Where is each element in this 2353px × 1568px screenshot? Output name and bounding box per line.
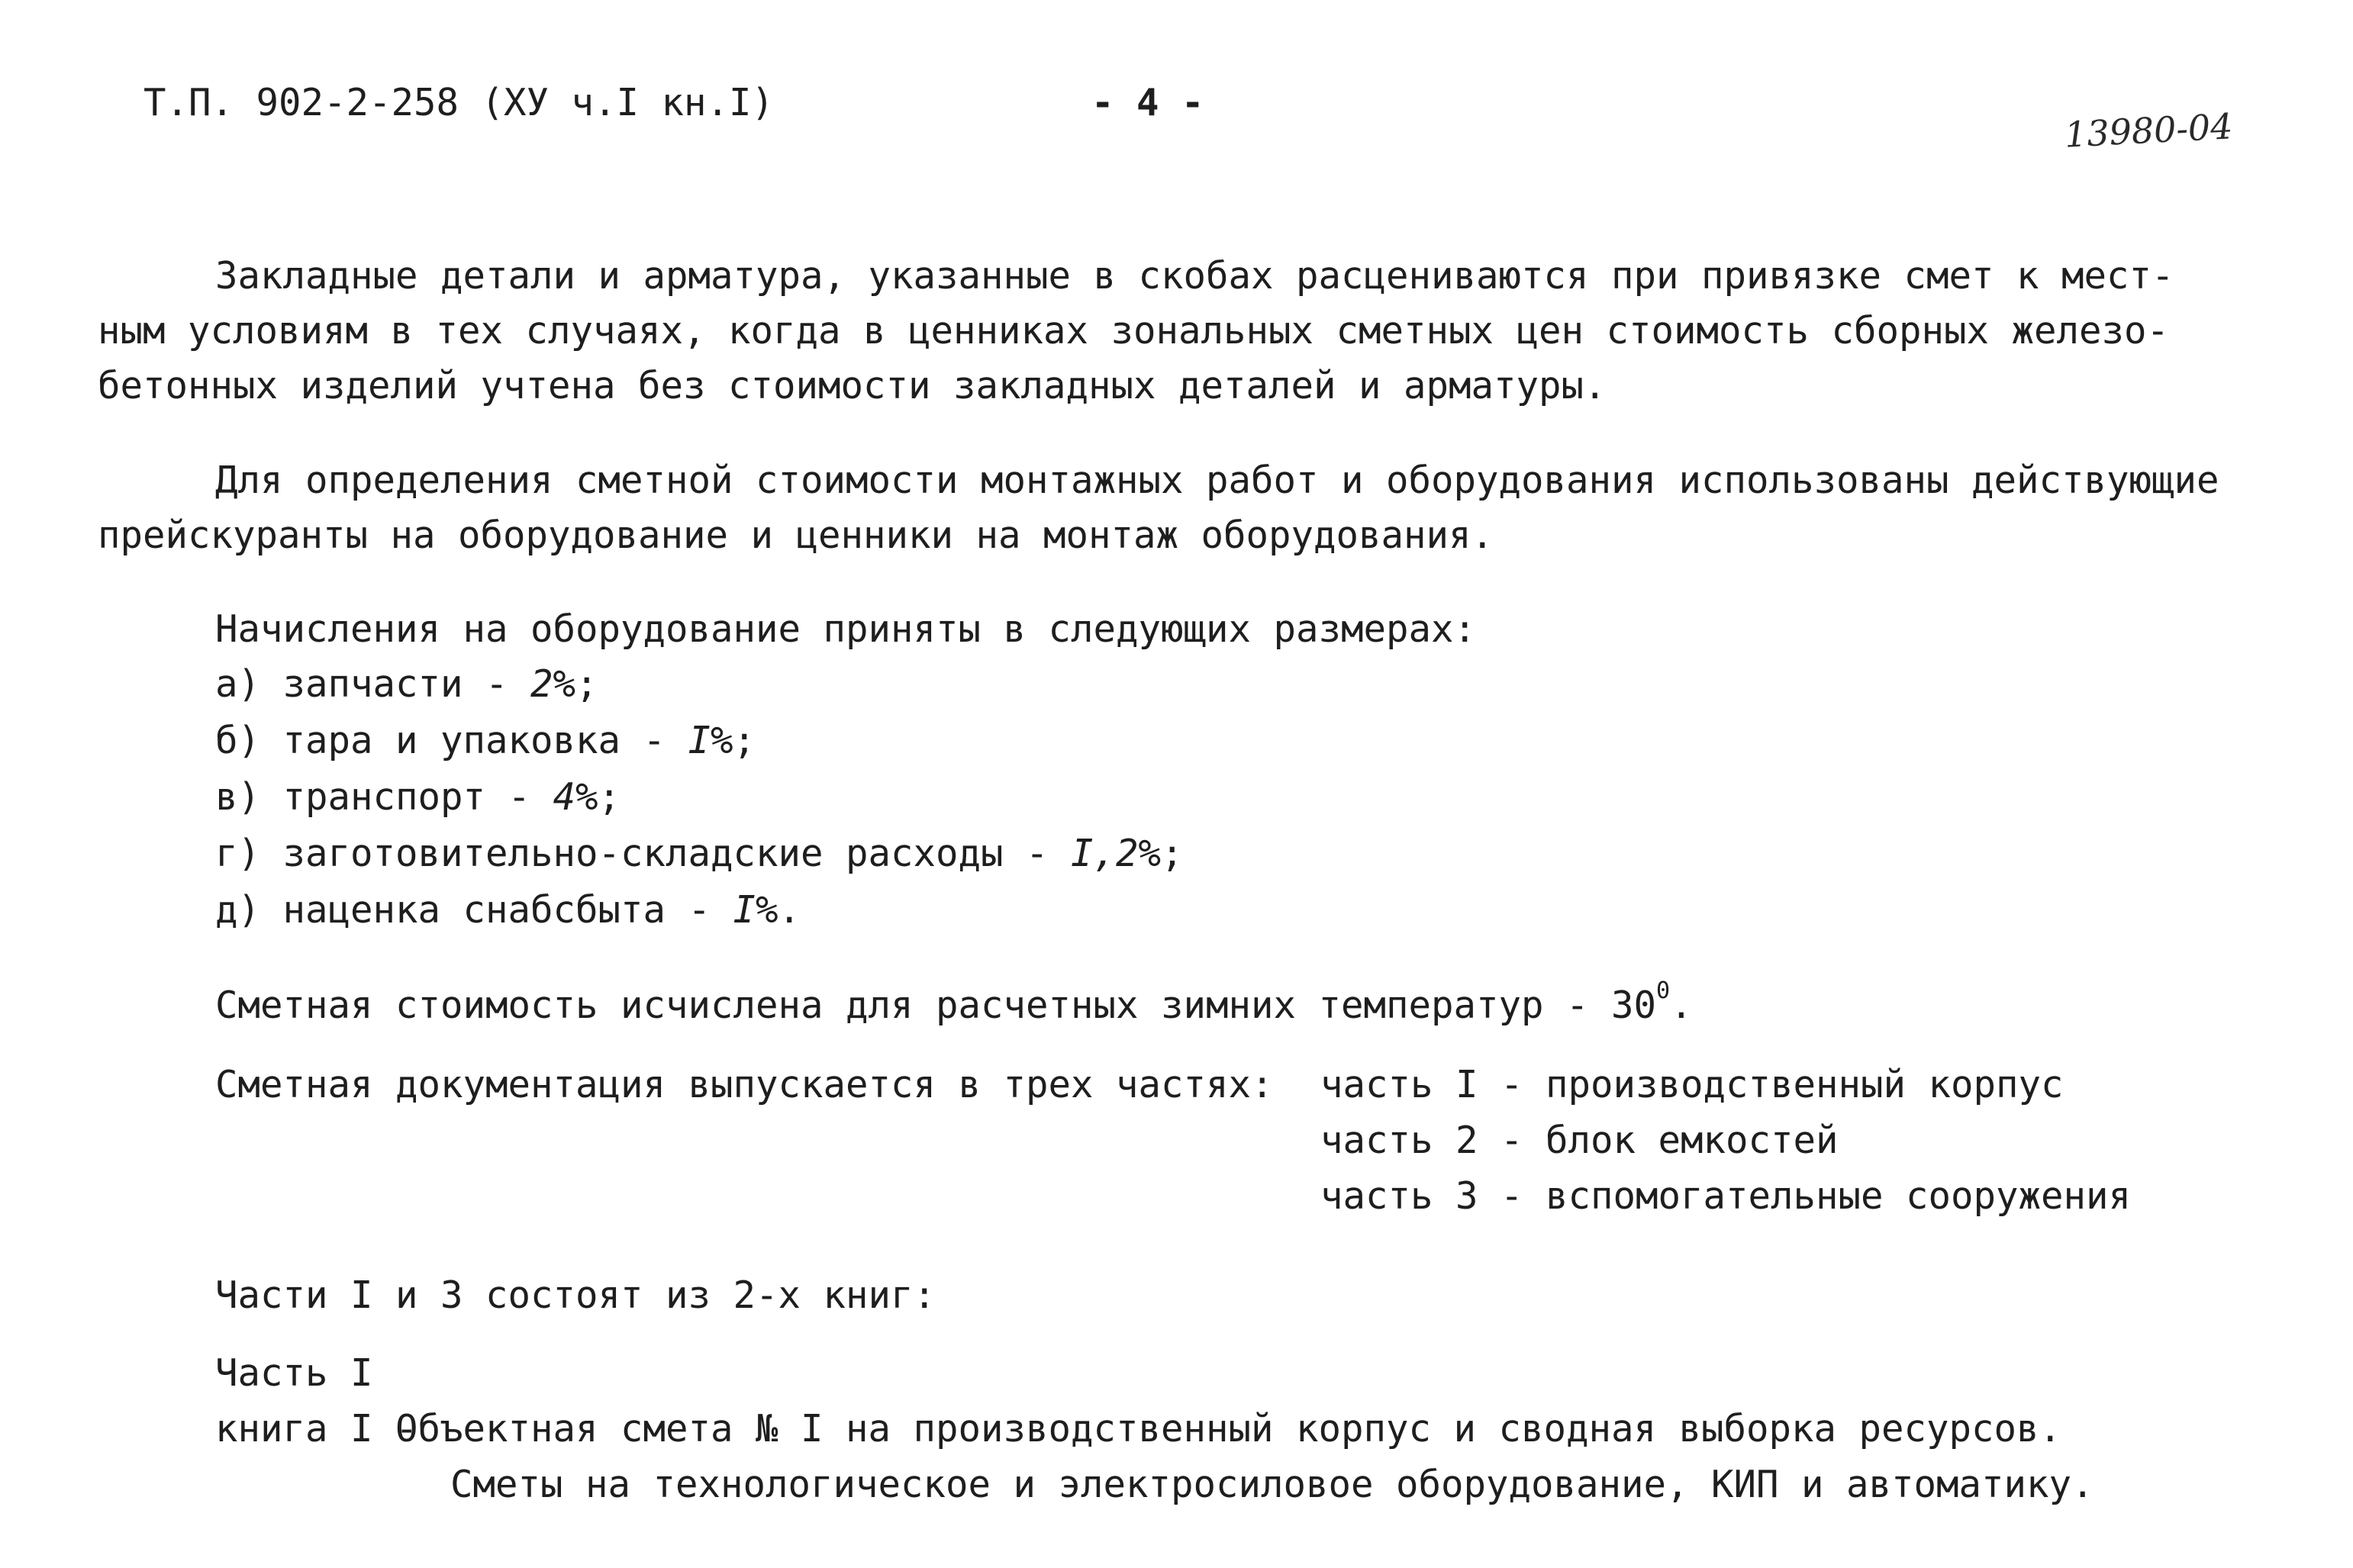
- paragraph-line: прейскуранты на оборудование и ценники на монтаж оборудования.: [98, 514, 1494, 557]
- part-label: Часть I: [215, 1351, 373, 1395]
- charge-item: [215, 888, 801, 932]
- part-item: часть 2 - блок емкостей: [1320, 1119, 1839, 1162]
- winter-text: Сметная стоимость исчислена для расчетных зимних температур - 30: [215, 984, 1657, 1027]
- paragraph-line: Для определения сметной стоимости монтажных работ и оборудования использованы действующие: [215, 459, 2219, 502]
- charges-heading: Начисления на оборудование приняты в следующих размерах:: [215, 607, 1477, 651]
- charge-value: 4%: [553, 775, 598, 819]
- books-intro: Части I и 3 состоят из 2-х книг:: [215, 1273, 936, 1317]
- charge-end: ;: [598, 775, 621, 819]
- charge-label: в) транспорт -: [215, 775, 553, 819]
- charge-value: I,2%: [1071, 832, 1162, 875]
- charge-value: I%: [688, 719, 733, 762]
- charge-end: ;: [733, 719, 756, 762]
- charge-end: ;: [575, 662, 598, 706]
- charge-value: 2%: [530, 662, 576, 706]
- paragraph-line: ным условиям в тех случаях, когда в ценниках зональных сметных цен стоимость сборных железо-: [98, 309, 2170, 353]
- charge-label: б) тара и упаковка -: [215, 719, 688, 762]
- winter-temperature-line: [215, 977, 1693, 1027]
- book-line: [215, 1407, 2062, 1450]
- page-number: - 4 -: [1091, 81, 1204, 124]
- book-line: Сметы на технологическое и электросиловое оборудование, КИП и автоматику.: [450, 1463, 2094, 1506]
- charge-value: I%: [733, 888, 778, 932]
- charge-label: а) запчасти -: [215, 662, 531, 706]
- book-description: Объектная смета № I на производственный корпус и сводная выборка ресурсов.: [395, 1407, 2062, 1450]
- charge-end: .: [778, 888, 801, 932]
- charge-label: г) заготовительно-складские расходы -: [215, 832, 1072, 875]
- book-label: книга I -: [215, 1407, 418, 1450]
- part-item: часть 3 - вспомогательные сооружения: [1320, 1174, 2132, 1218]
- charge-item: [215, 775, 621, 819]
- paragraph-line: бетонных изделий учтена без стоимости закладных деталей и арматуры.: [98, 364, 1607, 407]
- handwritten-number: 13980-04: [2063, 105, 2234, 156]
- degree-superscript: 0: [1656, 977, 1671, 1004]
- winter-end: .: [1670, 984, 1693, 1027]
- part-item: часть I - производственный корпус: [1320, 1063, 2064, 1106]
- charge-item: [215, 832, 1184, 875]
- document-code: Т.П. 902-2-258 (ХУ ч.I кн.I): [143, 81, 775, 124]
- charge-item: [215, 662, 598, 706]
- parts-lead: Сметная документация выпускается в трех частях:: [215, 1063, 1274, 1106]
- charge-end: ;: [1161, 832, 1184, 875]
- charge-label: д) наценка снабсбыта -: [215, 888, 733, 932]
- paragraph-line: Закладные детали и арматура, указанные в скобах расцениваются при привязке смет к мест-: [215, 254, 2174, 298]
- charge-item: [215, 719, 756, 762]
